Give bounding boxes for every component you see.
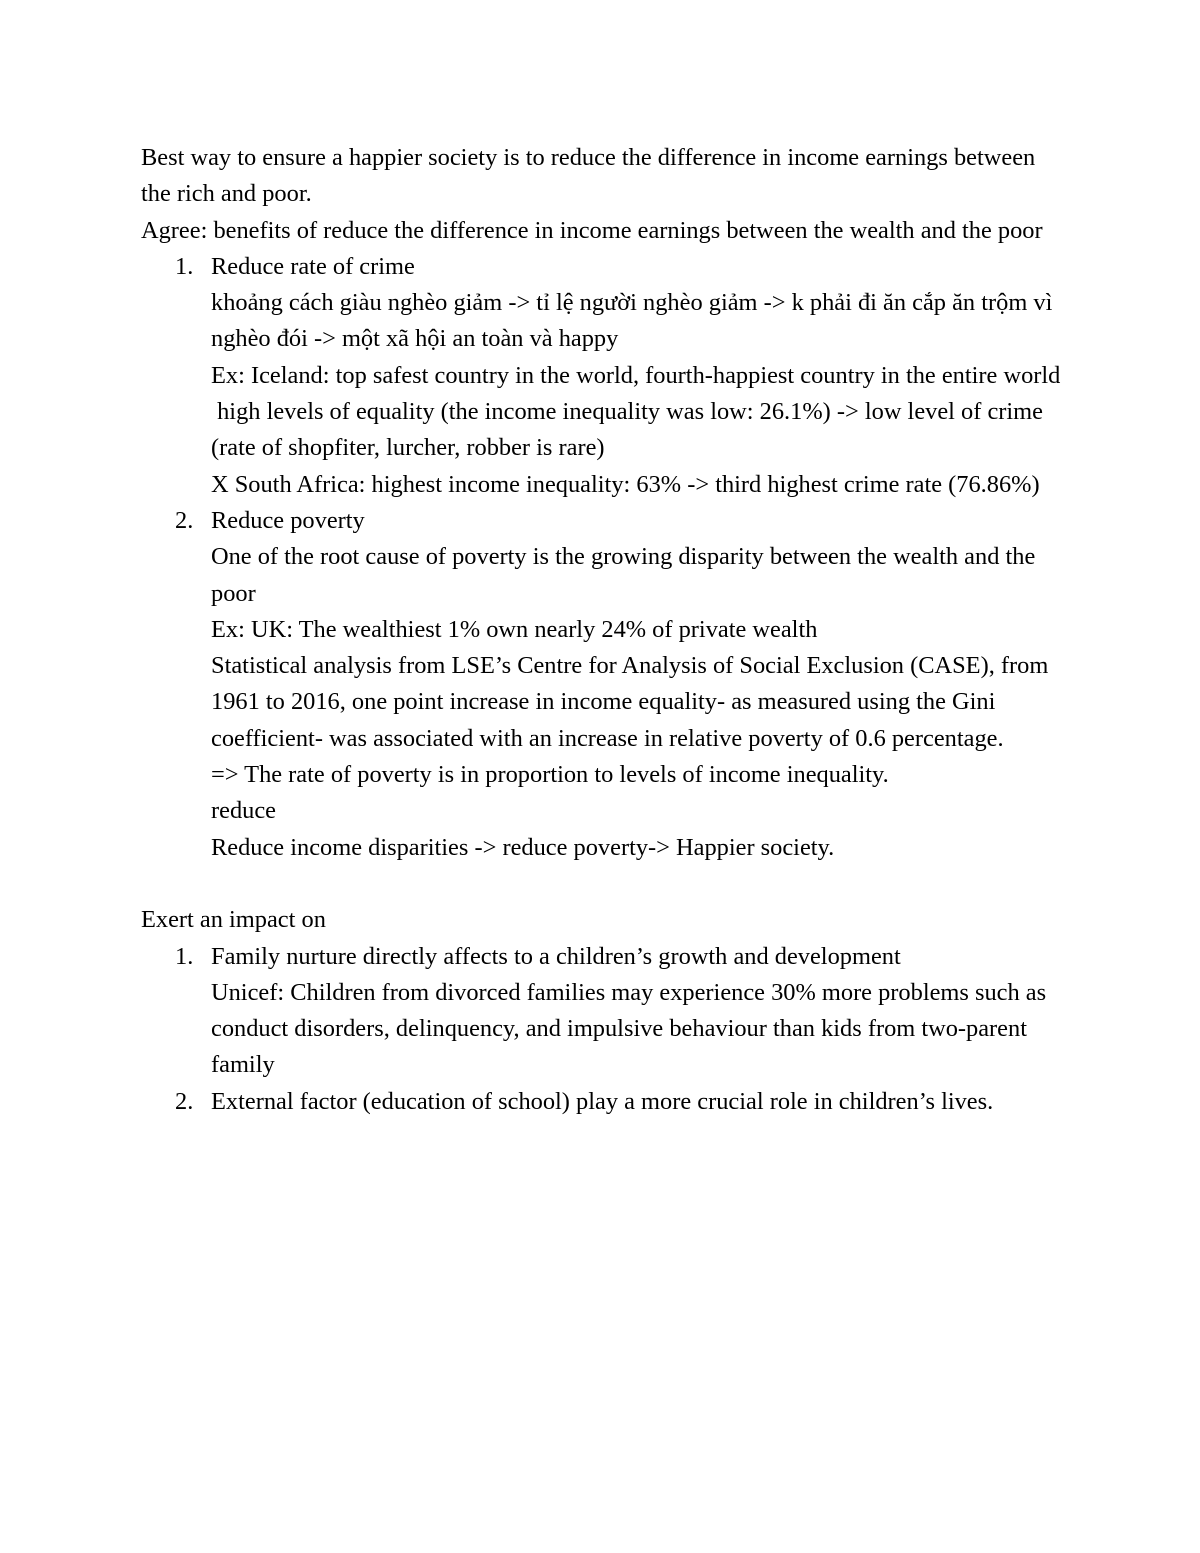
list-item-number: 2. xyxy=(175,506,194,534)
list-item xyxy=(141,1084,1071,1120)
list-item-number: 2. xyxy=(175,1087,194,1115)
list-item-text: Statistical analysis from LSE’s Centre for Analysis of Social Exclusion (CASE), from 1961 to 2016, one point increase in income equality- as measured using the Gini coefficient- was associated with an increase in relative poverty of 0.6 percentage. xyxy=(211,652,1049,752)
list-item xyxy=(141,503,1071,866)
benefits-list xyxy=(141,249,1071,866)
list-item xyxy=(141,939,1071,1084)
list-item-text: Reduce income disparities -> reduce poverty-> Happier society. xyxy=(211,833,835,861)
list-item-number: 1. xyxy=(175,942,194,970)
document-body xyxy=(141,140,1071,1120)
blank-line xyxy=(141,866,1071,902)
list-item-text: high levels of equality (the income inequality was low: 26.1%) -> low level of crime (rate of shopfiter, lurcher, robber is rare) xyxy=(211,398,1050,462)
agree-paragraph: Agree: benefits of reduce the difference in income earnings between the wealth and the poor xyxy=(141,216,1043,244)
list-item-text: Ex: UK: The wealthiest 1% own nearly 24% of private wealth xyxy=(211,615,818,643)
section-heading: Exert an impact on xyxy=(141,906,326,934)
list-item-number: 1. xyxy=(175,252,194,280)
list-item-title: Reduce rate of crime xyxy=(211,252,415,280)
list-item-text: Unicef: Children from divorced families may experience 30% more problems such as conduct disorders, delinquency, and impulsive behaviour than kids from two-parent family xyxy=(211,978,1047,1079)
list-item-title: Family nurture directly affects to a children’s growth and development xyxy=(211,942,901,970)
impact-list xyxy=(141,939,1071,1120)
list-item-text: Ex: Iceland: top safest country in the world, fourth-happiest country in the entire world xyxy=(211,361,1061,389)
list-item-text: reduce xyxy=(211,797,276,825)
list-item-title: Reduce poverty xyxy=(211,506,365,534)
list-item-text: One of the root cause of poverty is the growing disparity between the wealth and the poor xyxy=(211,543,1036,607)
list-item xyxy=(141,249,1071,503)
list-item-text: => The rate of poverty is in proportion to levels of income inequality. xyxy=(211,761,889,789)
list-item-title: External factor (education of school) play a more crucial role in children’s lives. xyxy=(211,1087,994,1115)
intro-paragraph: Best way to ensure a happier society is to reduce the difference in income earnings between the rich and poor. xyxy=(141,144,1036,208)
list-item-text: khoảng cách giàu nghèo giảm -> tỉ lệ người nghèo giảm -> k phải đi ăn cắp ăn trộm vì nghèo đói -> một xã hội an toàn và happy xyxy=(211,289,1053,353)
list-item-text: X South Africa: highest income inequality: 63% -> third highest crime rate (76.86%) xyxy=(211,470,1040,498)
